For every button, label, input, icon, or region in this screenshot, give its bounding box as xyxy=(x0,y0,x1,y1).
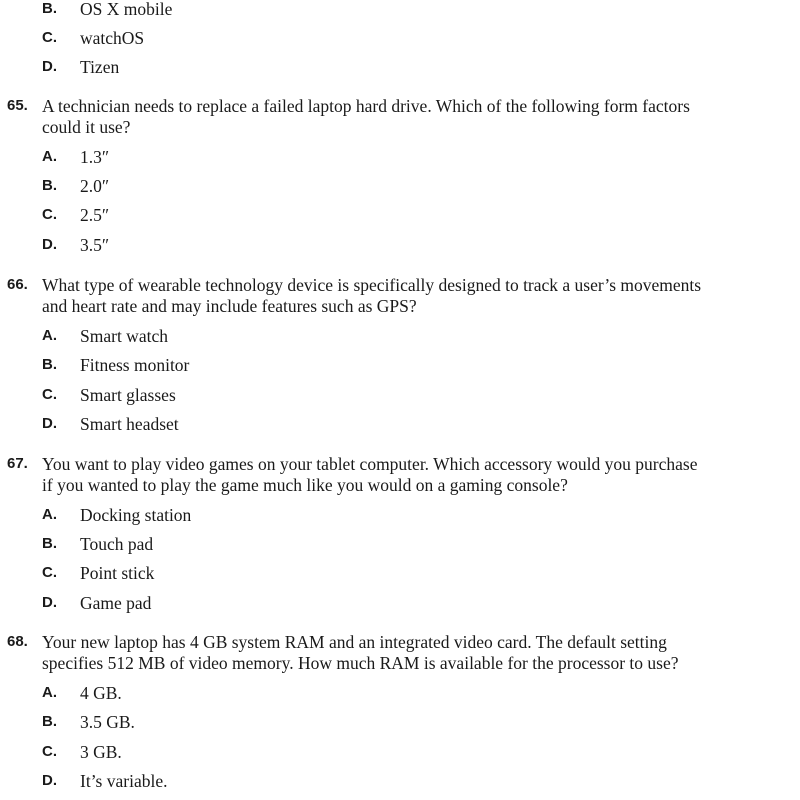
option-text: Touch pad xyxy=(80,534,154,554)
option-text: 4 GB. xyxy=(80,683,122,703)
question-text-line: A technician needs to replace a failed laptop hard drive. Which of the following form factors xyxy=(42,96,690,116)
option-letter: B. xyxy=(42,0,57,17)
option-text: Smart watch xyxy=(80,326,168,346)
option-text: 2.0″ xyxy=(80,176,110,196)
question-text-line: and heart rate and may include features such as GPS? xyxy=(42,296,417,316)
option-text: Tizen xyxy=(80,57,120,77)
option-letter: A. xyxy=(42,327,57,344)
option-letter: C. xyxy=(42,386,57,403)
option-text: 3.5″ xyxy=(80,235,110,255)
option-letter: A. xyxy=(42,506,57,523)
option-letter: D. xyxy=(42,415,57,432)
option-text: watchOS xyxy=(80,28,145,48)
option-letter: D. xyxy=(42,594,57,611)
option-letter: A. xyxy=(42,148,57,165)
question-number: 66. xyxy=(7,276,28,293)
option-letter: C. xyxy=(42,564,57,581)
question-text-line: Your new laptop has 4 GB system RAM and an integrated video card. The default setting xyxy=(42,632,667,652)
option-letter: C. xyxy=(42,206,57,223)
option-letter: B. xyxy=(42,177,57,194)
option-text: Docking station xyxy=(80,505,192,525)
option-letter: C. xyxy=(42,29,57,46)
question-text-line: could it use? xyxy=(42,117,131,137)
option-text: 3 GB. xyxy=(80,742,122,762)
option-letter: C. xyxy=(42,743,57,760)
question-text-line: What type of wearable technology device is specifically designed to track a user’s movements xyxy=(42,275,702,295)
question-number: 68. xyxy=(7,633,28,650)
option-letter: B. xyxy=(42,356,57,373)
option-letter: D. xyxy=(42,236,57,253)
option-text: Smart headset xyxy=(80,414,179,434)
option-letter: A. xyxy=(42,684,57,701)
question-text-line: specifies 512 MB of video memory. How much RAM is available for the processor to use? xyxy=(42,653,679,673)
question-text-line: if you wanted to play the game much like you would on a gaming console? xyxy=(42,475,568,495)
question-number: 67. xyxy=(7,455,28,472)
option-letter: B. xyxy=(42,535,57,552)
option-text: Game pad xyxy=(80,593,152,613)
option-text: Fitness monitor xyxy=(80,355,190,375)
option-text: 3.5 GB. xyxy=(80,712,135,732)
option-text: 1.3″ xyxy=(80,147,110,167)
option-letter: B. xyxy=(42,713,57,730)
option-text: Smart glasses xyxy=(80,385,176,405)
option-text: OS X mobile xyxy=(80,0,173,19)
option-text: 2.5″ xyxy=(80,205,110,225)
option-letter: D. xyxy=(42,772,57,789)
option-text: It’s variable. xyxy=(80,771,168,791)
question-number: 65. xyxy=(7,97,28,114)
option-letter: D. xyxy=(42,58,57,75)
option-text: Point stick xyxy=(80,563,155,583)
question-text-line: You want to play video games on your tablet computer. Which accessory would you purchase xyxy=(42,454,698,474)
